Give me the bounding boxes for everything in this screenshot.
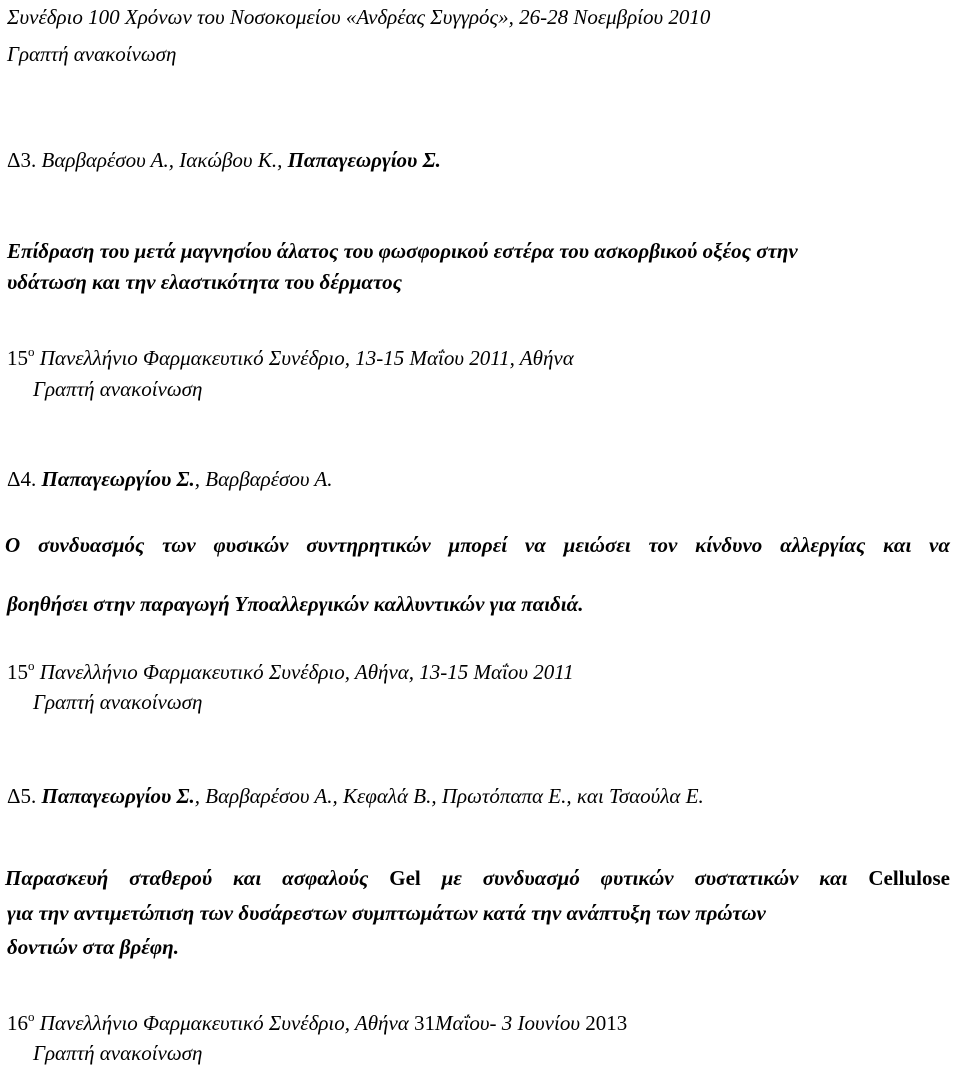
entry-title-line: βοηθήσει στην παραγωγή Υποαλλεργικών καλλυντικών για παιδιά. xyxy=(7,592,584,616)
title-term-cellulose: Cellulose xyxy=(868,866,950,890)
presentation-type: Γραπτή ανακοίνωση xyxy=(33,690,203,714)
conference-text: Πανελλήνιο Φαρμακευτικό Συνέδριο, Αθήνα xyxy=(34,1011,415,1035)
presentation-type: Γραπτή ανακοίνωση xyxy=(7,42,177,66)
entry-authors-d4 xyxy=(7,469,332,490)
conference-text: Πανελλήνιο Φαρμακευτικό Συνέδριο, 13-15 Μαΐου 2011, Αθήνα xyxy=(34,346,574,370)
entry-authors-d5 xyxy=(7,786,704,807)
authors-plain: , Βαρβαρέσου Α. xyxy=(194,467,333,491)
entry-number: Δ3. xyxy=(7,148,37,172)
entry-title-line: δοντιών στα βρέφη. xyxy=(7,935,179,959)
entry-number: Δ4. xyxy=(7,467,37,491)
entry-title-line xyxy=(5,868,950,889)
entry-title-line: για την αντιμετώπιση των δυσάρεστων συμπτωμάτων κατά την ανάπτυξη των πρώτων xyxy=(7,901,766,925)
authors-plain: , Βαρβαρέσου Α., Κεφαλά Β., Πρωτόπαπα Ε., και Τσαούλα Ε. xyxy=(194,784,704,808)
entry-title-line: Ο συνδυασμός των φυσικών συντηρητικών μπορεί να μειώσει τον κίνδυνο αλλεργίας και να xyxy=(5,533,950,557)
conference-line: Συνέδριο 100 Χρόνων του Νοσοκομείου «Ανδρέας Συγγρός», 26-28 Νοεμβρίου 2010 xyxy=(7,5,711,29)
authors-plain: Βαρβαρέσου Α., Ιακώβου Κ., xyxy=(36,148,288,172)
entry-number: Δ5. xyxy=(7,784,37,808)
title-text: Παρασκευή σταθερού και ασφαλούς xyxy=(5,866,390,890)
conference-line xyxy=(7,344,574,370)
conference-date-day: 31 xyxy=(414,1011,436,1035)
conference-line xyxy=(7,658,574,684)
conference-number: 16 xyxy=(7,1011,28,1035)
conference-year: 2013 xyxy=(585,1011,628,1035)
presentation-type: Γραπτή ανακοίνωση xyxy=(33,377,203,401)
title-term-gel: Gel xyxy=(389,866,421,890)
conference-number: 15 xyxy=(7,660,28,684)
ordinal-suffix: ο xyxy=(28,658,35,673)
conference-line xyxy=(7,1009,628,1035)
ordinal-suffix: ο xyxy=(28,344,35,359)
conference-number: 15 xyxy=(7,346,28,370)
authors-bold: Παπαγεωργίου Σ. xyxy=(36,467,195,491)
entry-title-line: υδάτωση και την ελαστικότητα του δέρματος xyxy=(7,270,402,294)
conference-date-text: Μαΐου- 3 Ιουνίου xyxy=(435,1011,586,1035)
authors-bold: Παπαγεωργίου Σ. xyxy=(287,148,441,172)
conference-text: Πανελλήνιο Φαρμακευτικό Συνέδριο, Αθήνα, 13-15 Μαΐου 2011 xyxy=(34,660,574,684)
entry-authors-d3 xyxy=(7,150,441,171)
authors-bold: Παπαγεωργίου Σ. xyxy=(36,784,195,808)
ordinal-suffix: ο xyxy=(28,1009,35,1024)
entry-title-line: Επίδραση του μετά μαγνησίου άλατος του φωσφορικού εστέρα του ασκορβικού οξέος στην xyxy=(7,239,798,263)
presentation-type: Γραπτή ανακοίνωση xyxy=(33,1041,203,1065)
title-text: με συνδυασμό φυτικών συστατικών και xyxy=(420,866,869,890)
